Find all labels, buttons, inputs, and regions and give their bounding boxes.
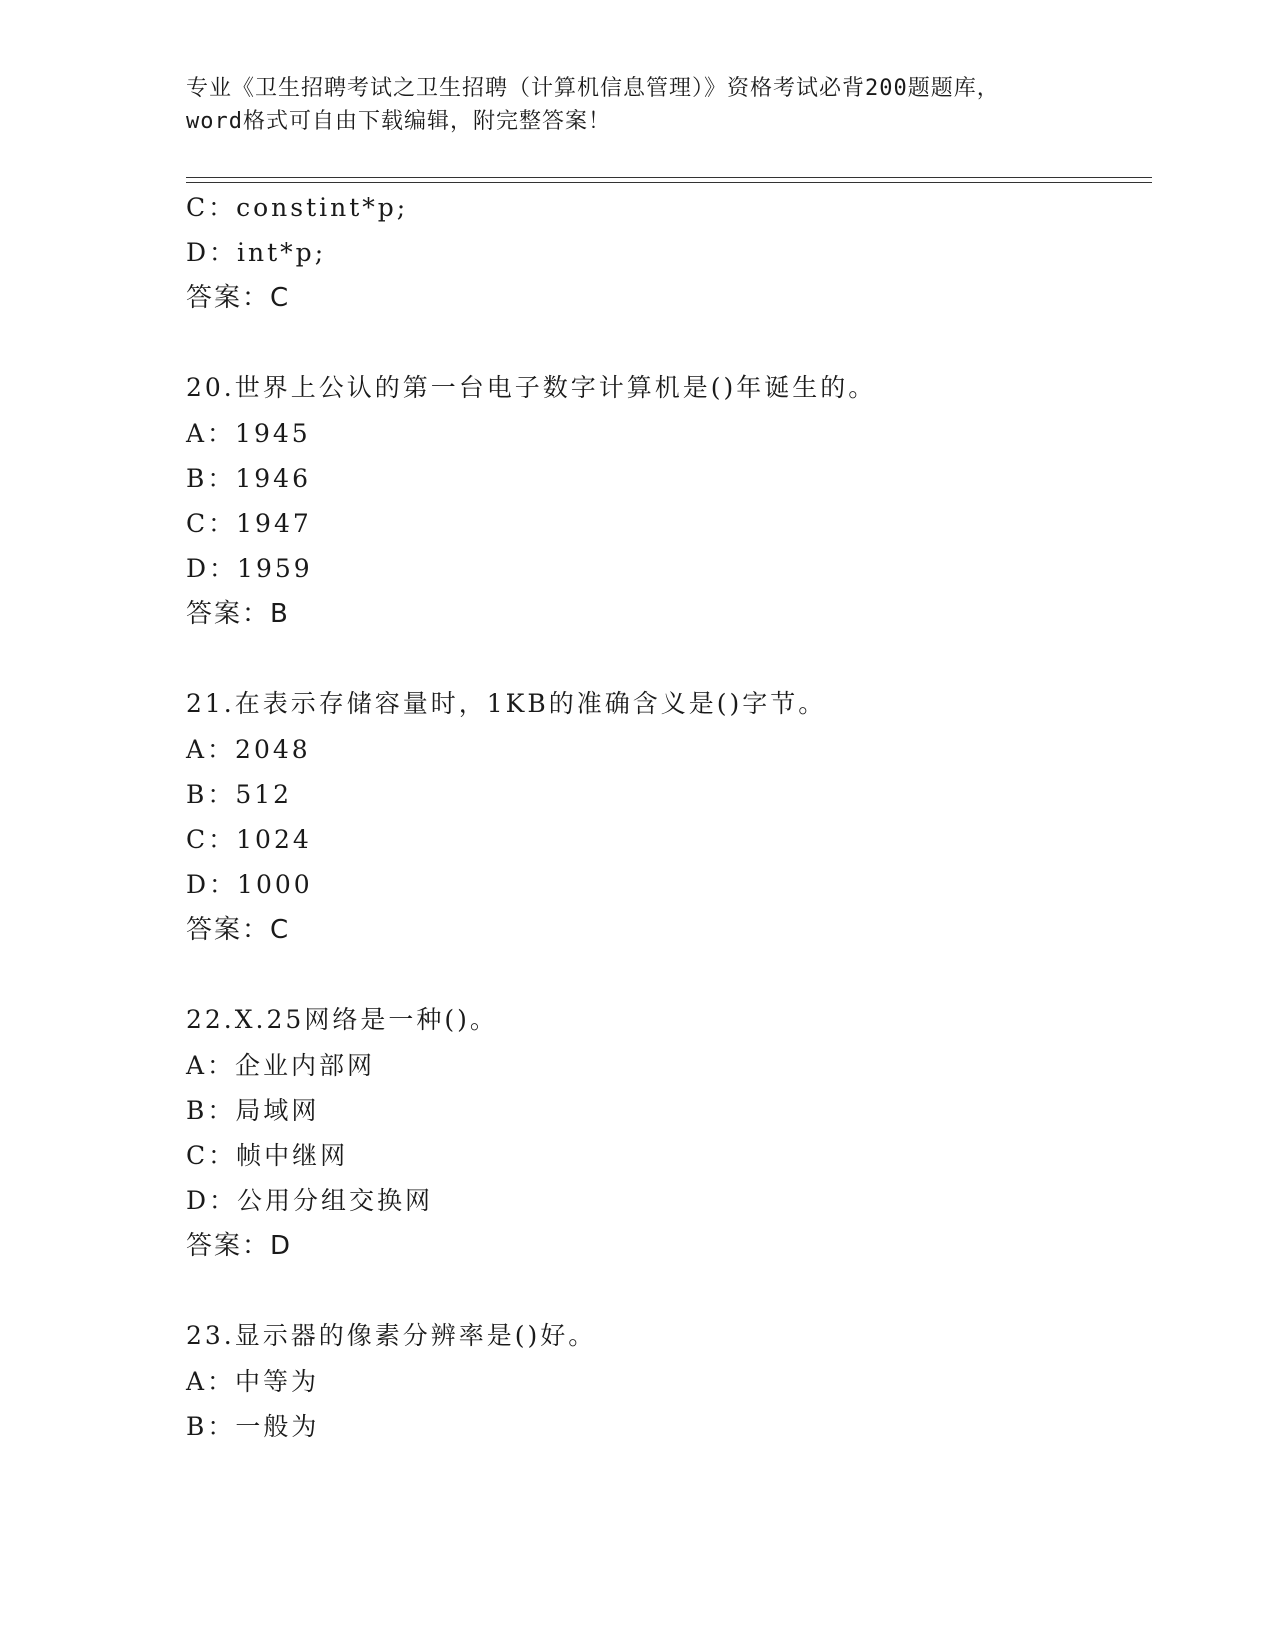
- option-line: B：512: [186, 780, 293, 809]
- option-line: D：int*p;: [186, 238, 327, 267]
- question-line: 21.在表示存储容量时，1KB的准确含义是()字节。: [186, 689, 827, 718]
- option-line: A：中等为: [186, 1367, 320, 1396]
- option-line: A：2048: [186, 735, 311, 764]
- option-line: D：公用分组交换网: [186, 1186, 434, 1215]
- answer-line: 答案：C: [186, 283, 291, 313]
- header-divider-bottom: [186, 182, 1152, 183]
- option-line: B：局域网: [186, 1096, 320, 1125]
- answer-line: 答案：D: [186, 1231, 293, 1261]
- option-line: B：1946: [186, 464, 311, 493]
- option-line: B：一般为: [186, 1412, 320, 1441]
- question-line: 23.显示器的像素分辨率是()好。: [186, 1321, 597, 1350]
- option-line: A：企业内部网: [186, 1051, 376, 1080]
- answer-line: 答案：C: [186, 915, 291, 945]
- header-line-2: word格式可自由下载编辑，附完整答案！: [186, 109, 611, 134]
- option-line: D：1000: [186, 870, 313, 899]
- option-line: C：1024: [186, 825, 312, 854]
- option-line: C：constint*p;: [186, 193, 409, 222]
- document-header: [186, 72, 1086, 138]
- option-line: C：帧中继网: [186, 1141, 349, 1170]
- header-divider-top: [186, 177, 1152, 178]
- option-line: D：1959: [186, 554, 313, 583]
- option-line: C：1947: [186, 509, 312, 538]
- question-line: 20.世界上公认的第一台电子数字计算机是()年诞生的。: [186, 373, 877, 402]
- header-line-1: 专业《卫生招聘考试之卫生招聘（计算机信息管理）》资格考试必背200题题库，: [186, 76, 1000, 101]
- question-line: 22.X.25网络是一种()。: [186, 1005, 498, 1034]
- answer-line: 答案：B: [186, 599, 290, 629]
- option-line: A：1945: [186, 419, 311, 448]
